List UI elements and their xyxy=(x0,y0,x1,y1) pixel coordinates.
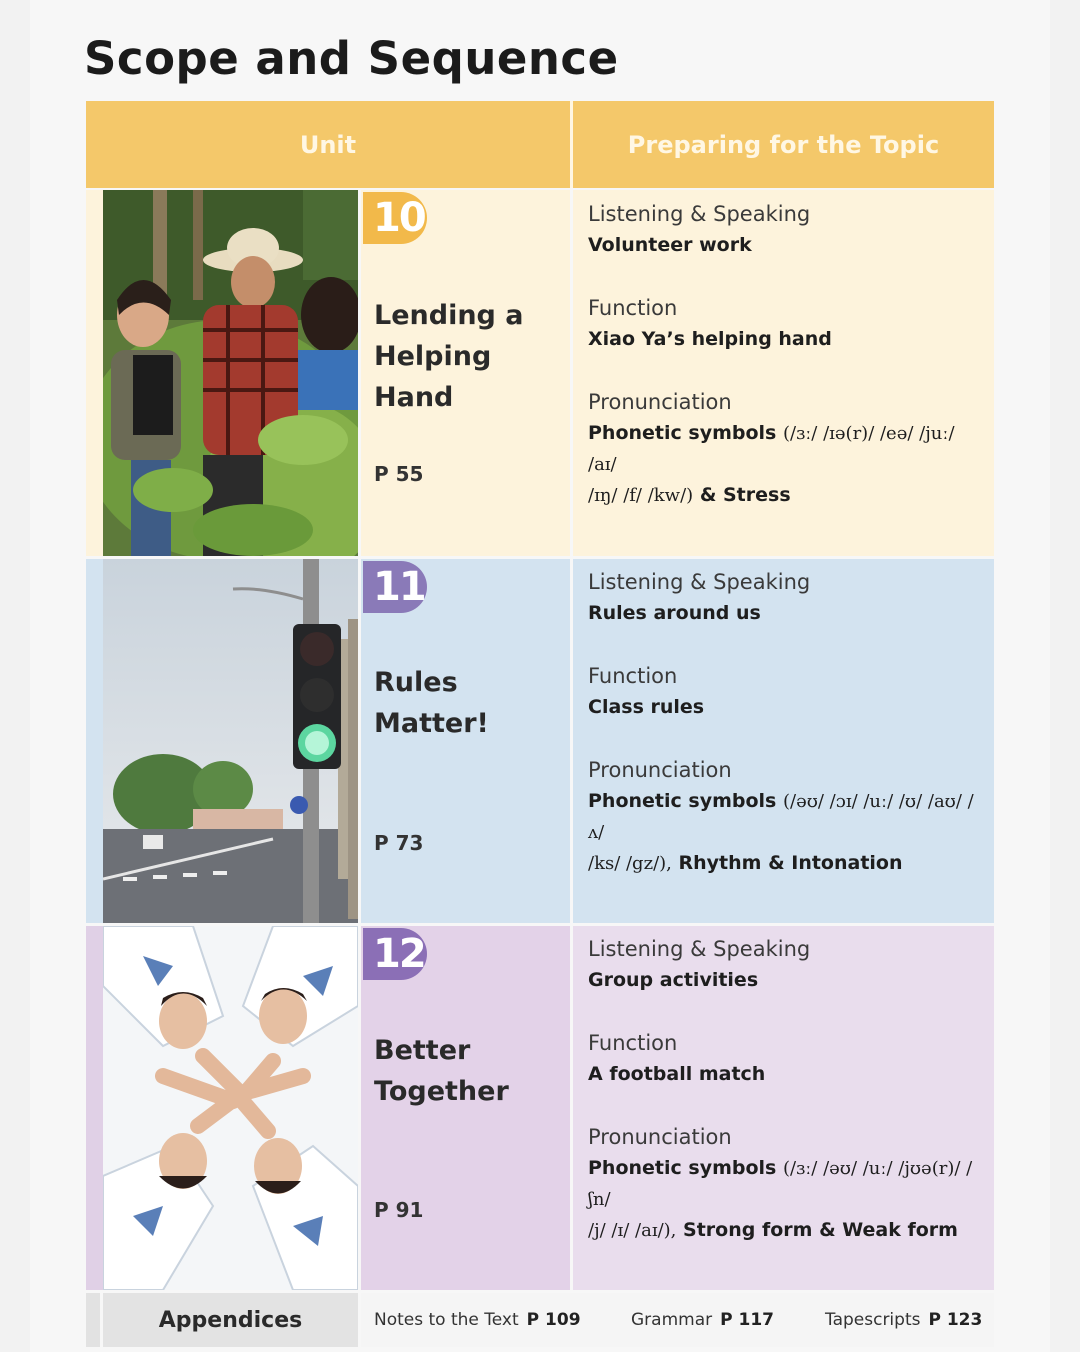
unit-number-badge: 10 xyxy=(363,192,427,244)
tapescripts-page: P 123 xyxy=(928,1310,983,1330)
phonetic-symbols-line1: (/əʊ/ /ɔɪ/ /uː/ /ʊ/ /aʊ/ /ʌ/ xyxy=(588,791,974,843)
students-circle-photo xyxy=(103,926,358,1290)
topic-cell xyxy=(573,559,994,923)
unit-number-badge: 12 xyxy=(363,928,427,980)
unit-title-line1: Lending a xyxy=(374,300,524,331)
phonetic-symbols-label: Phonetic symbols xyxy=(588,422,777,444)
unit-number-badge: 11 xyxy=(363,561,427,613)
unit-title xyxy=(374,662,570,744)
unit-row-11 xyxy=(86,559,994,923)
appendices-label: Appendices xyxy=(103,1293,358,1347)
unit-title-line2: Helping Hand xyxy=(374,341,492,413)
function-value: Class rules xyxy=(588,696,705,718)
unit-page-number: P 91 xyxy=(374,1198,424,1222)
topic-cell xyxy=(573,926,994,1290)
grammar-label: Grammar xyxy=(631,1310,713,1330)
row-strip xyxy=(86,190,103,556)
listening-label: Listening & Speaking xyxy=(588,570,811,594)
unit-title-line2: Together xyxy=(374,1076,509,1107)
unit-row-12 xyxy=(86,926,994,1290)
unit-title xyxy=(374,295,570,418)
row-strip xyxy=(86,926,103,1290)
phonetic-symbols-line2: /ɪŋ/ /f/ /kw/) xyxy=(588,485,694,506)
pronunciation-section xyxy=(588,1123,988,1246)
traffic-light-photo xyxy=(103,559,358,923)
appendices-row xyxy=(86,1293,994,1347)
header-unit: Unit xyxy=(299,130,357,159)
row-strip xyxy=(86,1293,100,1347)
function-value: A football match xyxy=(588,1063,766,1085)
page-title: Scope and Sequence xyxy=(84,32,619,85)
phonetic-symbols-line2: /ks/ /gz/), xyxy=(588,853,672,874)
unit-title xyxy=(374,1030,570,1112)
header-topic: Preparing for the Topic xyxy=(627,130,940,159)
function-label: Function xyxy=(588,664,678,688)
pronunciation-value xyxy=(588,786,988,879)
tapescripts-item xyxy=(825,1293,982,1347)
phonetic-symbols-line1: (/ɜː/ /əʊ/ /uː/ /jʊə(r)/ /ʃn/ xyxy=(588,1158,973,1210)
listening-section xyxy=(588,935,988,996)
phonetic-symbols-label: Phonetic symbols xyxy=(588,790,777,812)
unit-cell xyxy=(361,926,570,1290)
appendices-items xyxy=(361,1293,994,1347)
function-value: Xiao Ya’s helping hand xyxy=(588,328,832,350)
listening-section xyxy=(588,568,988,629)
listening-value: Volunteer work xyxy=(588,234,752,256)
tapescripts-label: Tapescripts xyxy=(825,1310,921,1330)
pronunciation-value xyxy=(588,418,988,511)
volunteers-gardening-photo xyxy=(103,190,358,556)
table-header xyxy=(86,101,994,188)
pronunciation-section xyxy=(588,756,988,879)
unit-page-number: P 55 xyxy=(374,462,424,486)
listening-value: Rules around us xyxy=(588,602,761,624)
phonetic-symbols-label: Phonetic symbols xyxy=(588,1157,777,1179)
listening-section xyxy=(588,200,988,261)
row-strip xyxy=(86,559,103,923)
notes-item xyxy=(374,1293,581,1347)
unit-cell xyxy=(361,190,570,556)
function-section xyxy=(588,294,988,355)
pronunciation-label: Pronunciation xyxy=(588,1125,732,1149)
pronunciation-tail: Strong form & Weak form xyxy=(683,1219,958,1241)
function-label: Function xyxy=(588,296,678,320)
listening-label: Listening & Speaking xyxy=(588,937,811,961)
phonetic-symbols-line2: /j/ /ɪ/ /aɪ/), xyxy=(588,1220,677,1241)
phonetic-symbols-line1: (/ɜː/ /ɪə(r)/ /eə/ /juː/ /aɪ/ xyxy=(588,423,955,475)
function-section xyxy=(588,1029,988,1090)
notes-page: P 109 xyxy=(526,1310,581,1330)
listening-label: Listening & Speaking xyxy=(588,202,811,226)
function-section xyxy=(588,662,988,723)
pronunciation-section xyxy=(588,388,988,511)
grammar-page: P 117 xyxy=(720,1310,774,1330)
function-label: Function xyxy=(588,1031,678,1055)
pronunciation-label: Pronunciation xyxy=(588,758,732,782)
topic-cell xyxy=(573,190,994,556)
pronunciation-label: Pronunciation xyxy=(588,390,732,414)
unit-title-line1: Better xyxy=(374,1035,471,1066)
pronunciation-tail: Rhythm & Intonation xyxy=(678,852,903,874)
unit-row-10 xyxy=(86,190,994,556)
scope-table xyxy=(86,101,994,1347)
pronunciation-tail: & Stress xyxy=(699,484,791,506)
grammar-item xyxy=(631,1293,774,1347)
listening-value: Group activities xyxy=(588,969,759,991)
unit-title-line1: Rules Matter! xyxy=(374,667,489,739)
pronunciation-value xyxy=(588,1153,988,1246)
notes-label: Notes to the Text xyxy=(374,1310,519,1330)
unit-page-number: P 73 xyxy=(374,831,424,855)
unit-cell xyxy=(361,559,570,923)
